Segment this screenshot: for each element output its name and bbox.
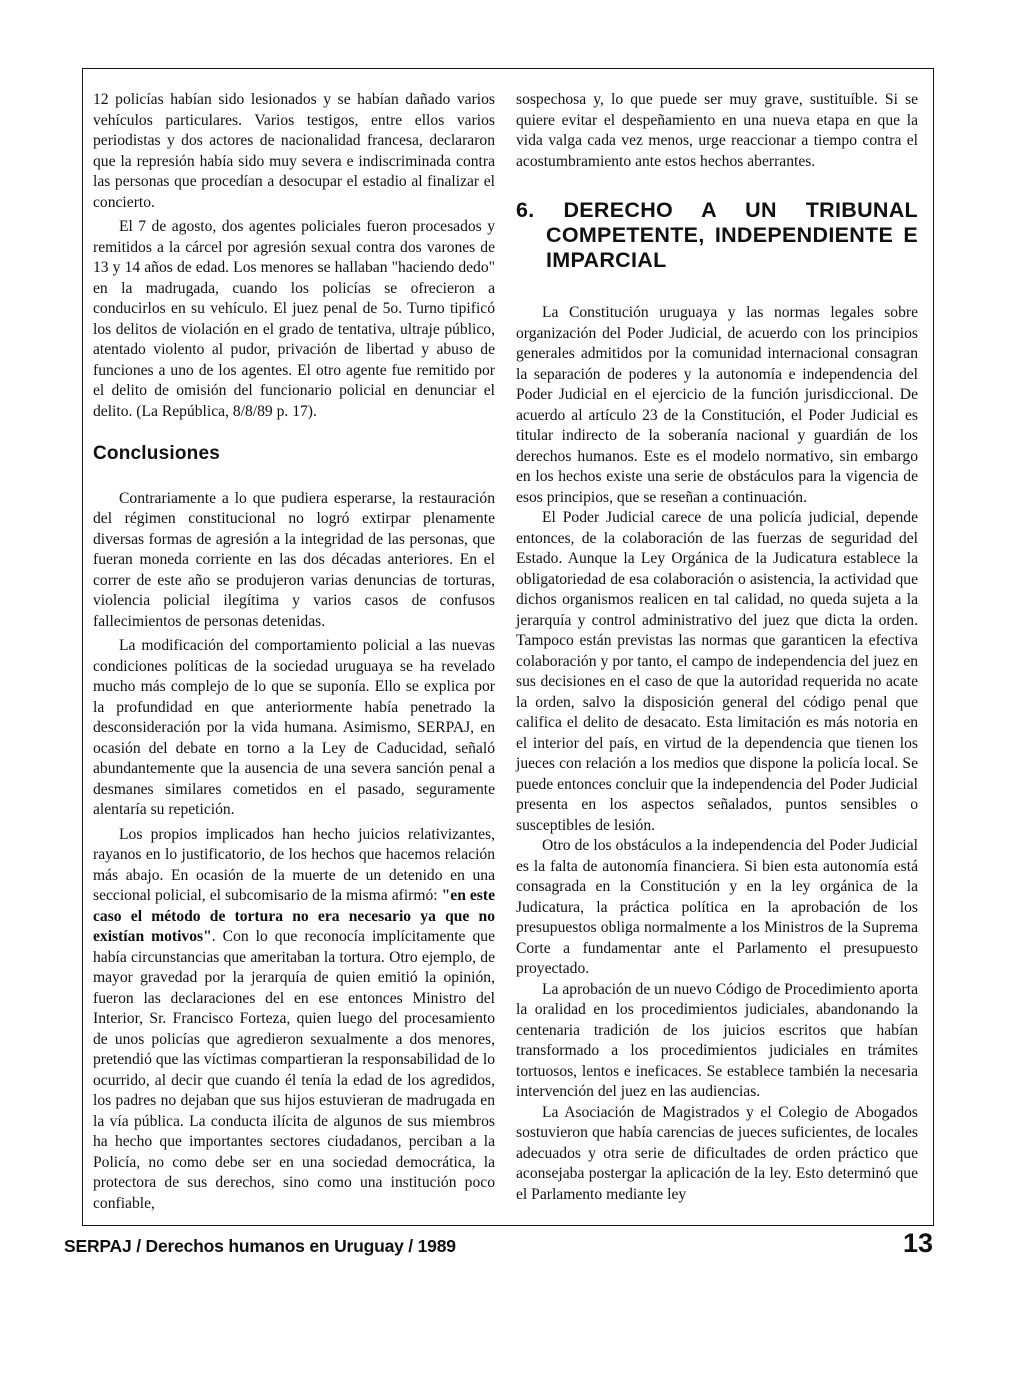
right-column bbox=[516, 90, 918, 1205]
paragraph: 12 policías habían sido lesionados y se habían dañado varios vehículos particulares. Varios testigos, entre ellos varios periodistas y dos actores de nacionalidad francesa, declararon que la represión había sido muy severa e indiscriminada contra las personas que procedían a desocupar el estadio al finalizar el concierto. bbox=[93, 91, 495, 211]
paragraph: Contrariamente a lo que pudiera esperarse, la restauración del régimen constitucional no logró extirpar plenamente diversas formas de agresión a la integridad de las personas, que fueran moneda corriente en las dos décadas anteriores. En el correr de este año se produjeron varias denuncias de torturas, violencia policial ilegítima y varios casos de confusos fallecimientos de personas detenidas. bbox=[93, 489, 495, 630]
paragraph-text: Los propios implicados han hecho juicios relativizantes, rayanos en lo justificatorio, de los hechos que hacemos relación más abajo. En ocasión de la muerte de un detenido en una seccional policial, el subcomisario de la misma afirmó: bbox=[93, 825, 495, 904]
paragraph: sospechosa y, lo que puede ser muy grave, sustituíble. Si se quiere evitar el despeñamiento en una nueva etapa en que la vida valga cada vez menos, urge reaccionar a tiempo contra el acostumbramiento ante estos hechos aberrantes. bbox=[516, 91, 918, 170]
page-number: 13 bbox=[903, 1228, 934, 1258]
left-column bbox=[93, 90, 495, 1214]
paragraph: La modificación del comportamiento policial a las nuevas condiciones políticas de la sociedad uruguaya se ha revelado mucho más complejo de lo que se suponía. Ello se explica por la profundidad en que anteriormente había penetrado la desconsideración por la vida humana. Asimismo, SERPAJ, en ocasión del debate en torno a la Ley de Caducidad, señaló abundantemente que la ausencia de una severa sanción penal a desmanes similares cometidos en el pasado, seguramente alentaría su repetición. bbox=[93, 637, 495, 818]
paragraph: La Constitución uruguaya y las normas legales sobre organización del Poder Judicial, de acuerdo con los principios generales admitidos por la comunidad internacional consagran la separación de poderes y la autonomía e independencia del Poder Judicial en el ejercicio de la función jurisdiccional. De acuerdo al artículo 23 de la Constitución, el Poder Judicial es titular indirecto de la soberanía nacional y guardián de los derechos humanos. Este es el modelo normativo, sin embargo en los hechos existe una serie de obstáculos para la vigencia de esos principios, que se reseñan a continuación. bbox=[516, 304, 918, 506]
paragraph bbox=[93, 825, 495, 1215]
paragraph: El Poder Judicial carece de una policía judicial, depende entonces, de la colaboración de las fuerzas de seguridad del Estado. Aunque la Ley Orgánica de la Judicatura establece la obligatoriedad de esa colaboración o asistencia, la actividad que dichos organismos realicen en tal calidad, no queda sujeta a la jerarquía y control administrativo del juez que dicta la orden. Tampoco están previstas las normas que garanticen la efectiva colaboración y por tanto, el campo de independencia del juez en sus decisiones en el caso de que la autoridad requerida no acate la orden, salvo la disposición general del código penal que califica el delito de desacato. Esta limitación es más notoria en el interior del país, en virtud de la dependencia que tienen los jueces con relación a los medios que dispone la policía local. Se puede entonces concluir que la independencia del Poder Judicial presenta en los aspectos señalados, puntos sensibles o susceptibles de lesión. bbox=[516, 509, 918, 834]
paragraph-text: . Con lo que reconocía implícitamente que había circunstancias que ameritaban la tortura. Otro ejemplo, de mayor gravedad por la jerarquía de quien emitió la opinión, fueron las declaraciones del en ese entonces Ministro del Interior, Sr. Francisco Forteza, quien luego del procesamiento de unos policías que agredieron sexualmente a dos menores, pretendió que las víctimas compartieran la responsabilidad de lo ocurrido, al decir que cuando él tenía la edad de los agredidos, los padres no dejaban que sus hijos estuvieran de madrugada en la vía pública. La conducta ilícita de algunos de sus miembros ha hecho que importantes sectores ciudadanos, perciban a la Policía, no como debe ser en una sociedad democrática, la protectora de sus derechos, sino como una institución poco confiable, bbox=[93, 928, 495, 1212]
bold-quote: "en este caso el método de tortura no era necesario ya que no existían motivos" bbox=[93, 887, 495, 945]
paragraph: La Asociación de Magistrados y el Colegio de Abogados sostuvieron que había carencias de jueces suficientes, de locales adecuados y otra serie de dificultades de orden práctico que aconsejaba postergar la aplicación de la ley. Esto determinó que el Parlamento mediante ley bbox=[516, 1103, 918, 1203]
footer-publication: SERPAJ / Derechos humanos en Uruguay / 1989 bbox=[64, 1236, 456, 1256]
paragraph: La aprobación de un nuevo Código de Procedimiento aporta la oralidad en los procedimientos judiciales, abandonando la centenaria tradición de los juicios escritos que habían transformado a los procedimientos judiciales en trámites tortuosos, lentos e ineficaces. Se establece también la necesaria intervención del juez en las audiencias. bbox=[516, 980, 918, 1100]
paragraph: El 7 de agosto, dos agentes policiales fueron procesados y remitidos a la cárcel por agresión sexual contra dos varones de 13 y 14 años de edad. Los menores se hallaban "haciendo dedo" en la madrugada, cuando los policías se ofrecieron a conducirlos en su vehículo. El juez penal de 5o. Turno tipificó los delitos de violación en el grado de tentativa, ultraje público, atentado violento al pudor, privación de libertad y abuso de funciones a uno de los agentes. El otro agente fue remitido por el delito de omisión del funcionario policial en denunciar el delito. (La República, 8/8/89 p. 17). bbox=[93, 218, 495, 420]
paragraph: Otro de los obstáculos a la independencia del Poder Judicial es la falta de autonomía financiera. Si bien esta autonomía está consagrada en la Constitución y en la ley orgánica de la Judicatura, la práctica política en la aprobación de los presupuestos obliga normalmente a los Ministros de la Suprema Corte a fundamentar ante el Parlamento el presupuesto proyectado. bbox=[516, 837, 918, 977]
section-heading: 6. DERECHO A UN TRIBUNAL COMPETENTE, INDEPENDIENTE E IMPARCIAL bbox=[516, 198, 918, 272]
section-heading: Conclusiones bbox=[93, 443, 220, 464]
